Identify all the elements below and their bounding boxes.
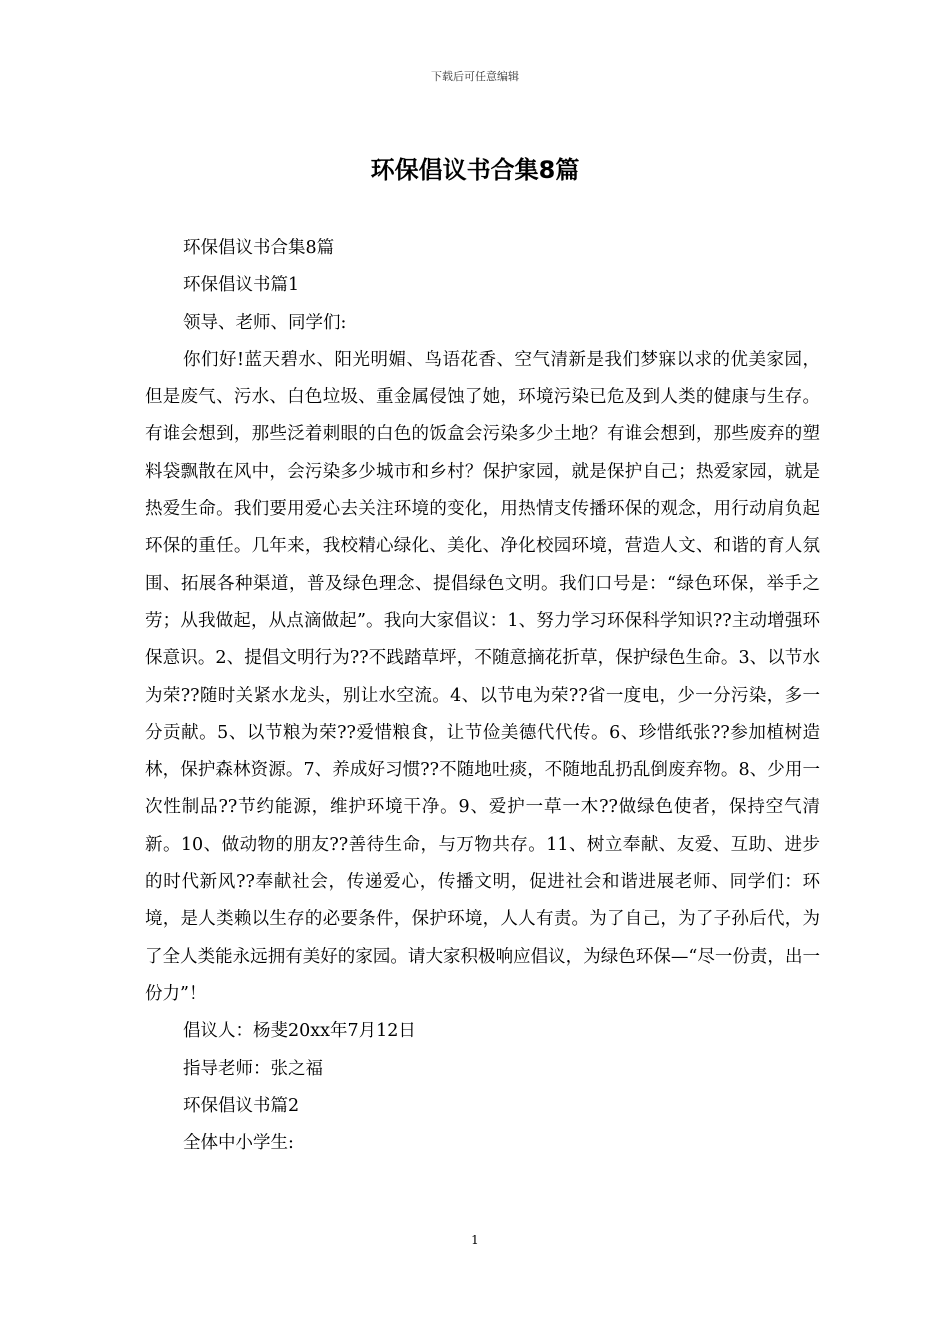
paragraph-collection-title: 环保倡议书合集8篇: [183, 238, 335, 258]
header-note: 下载后可任意编辑: [431, 70, 519, 83]
paragraph-section-heading-1: 环保倡议书篇1: [183, 275, 300, 296]
page-number: 1: [471, 1233, 479, 1247]
paragraph-section-heading-2: 环保倡议书篇2: [183, 1095, 300, 1116]
paragraph-main-body: 你们好!蓝天碧水、阳光明媚、鸟语花香、空气清新是我们梦寐以求的优美家园，但是废气、污水、白色垃圾、重金属侵蚀了她，环境污染已危及到人类的健康与生存。有谁会想到，那些泛着刺眼的白色的饭盒会污染多少土地？有谁会想到，那些废弃的塑料袋飘散在风中，会污染多少城市和乡村？保护家园，就是保护自己；热爱家园，就是热爱生命。我们要用爱心去关注环境的变化，用热情支传播环保的观念，用行动肩负起环保的重任。几年来，我校精心绿化、美化、净化校园环境，营造人文、和谐的育人氛围、拓展各种渠道，普及绿色理念、提倡绿色文明。我们口号是：“绿色环保，举手之劳；从我做起，从点滴做起”。我向大家倡议：1、努力学习环保科学知识??主动增强环保意识。2、提倡文明行为??不践踏草坪，不随意摘花折草，保护绿色生命。3、以节水为荣??随时关紧水龙头，别让水空流。4、以节电为荣??省一度电，少一分污染，多一分贡献。5、以节粮为荣??爱惜粮食，让节俭美德代代传。6、珍惜纸张??参加植树造林，保护森林资源。7、养成好习惯??不随地吐痰，不随地乱扔乱倒废弃物。8、少用一次性制品??节约能源，维护环境干净。9、爱护一草一木??做绿色使者，保持空气清新。10、做动物的朋友??善待生命，与万物共存。11、树立奉献、友爱、互助、进步的时代新风??奉献社会，传递爱心，传播文明，促进社会和谐进展老师、同学们：环境，是人类赖以生存的必要条件，保护环境，人人有责。为了自己，为了子孙后代，为了全人类能永远拥有美好的家园。请大家积极响应倡议，为绿色环保—“尽一份责，出一份力”！: [145, 349, 820, 1004]
paragraph-salutation: 领导、老师、同学们:: [183, 312, 347, 333]
paragraph-advisor: 指导老师：张之福: [183, 1058, 323, 1079]
document-title: 环保倡议书合集8篇: [370, 156, 580, 184]
paragraph-signatory: 倡议人：杨斐20xx年7月12日: [183, 1021, 416, 1042]
paragraph-salutation-2: 全体中小学生:: [183, 1133, 294, 1154]
document-body: [145, 230, 820, 1162]
